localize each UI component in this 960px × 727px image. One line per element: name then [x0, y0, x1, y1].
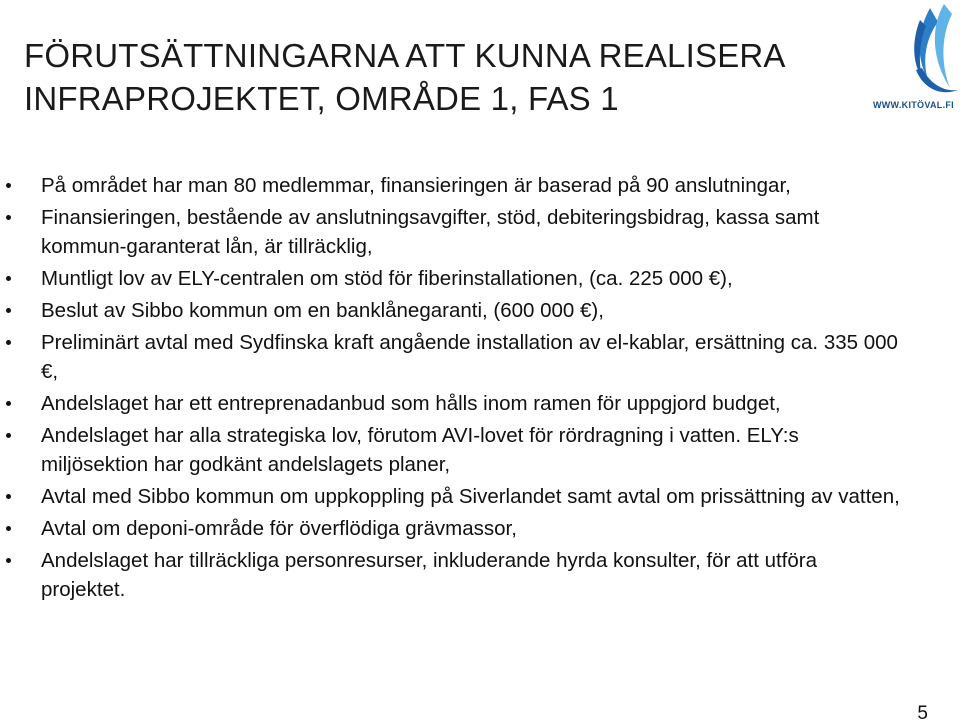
list-item [0, 421, 900, 479]
bullet-list [0, 171, 900, 607]
list-item-text: Preliminärt avtal med Sydfinska kraft angående installation av el-kablar, ersättning ca. 335 000 €, [41, 331, 898, 383]
logo-url-text: WWW.KITÖVAL.FI [872, 100, 954, 110]
slide-title [24, 34, 864, 120]
page-number: 5 [917, 703, 928, 724]
list-item-text: Avtal med Sibbo kommun om uppkoppling på Siverlandet samt avtal om prissättning av vatten, [41, 485, 900, 508]
list-item [0, 514, 900, 543]
list-item-text: Andelslaget har tillräckliga personresurser, inkluderande hyrda konsulter, för att utföra projektet. [41, 549, 818, 601]
list-item [0, 546, 900, 604]
bullet-icon [6, 308, 11, 313]
bullet-icon [6, 558, 11, 563]
list-item [0, 389, 900, 418]
list-item [0, 328, 900, 386]
kitoval-logo [860, 0, 960, 120]
bullet-icon [6, 433, 11, 438]
bullet-icon [6, 183, 11, 188]
bullet-icon [6, 401, 11, 406]
list-item-text: På området har man 80 medlemmar, finansieringen är baserad på 90 anslutningar, [41, 174, 791, 197]
title-line-1: FÖRUTSÄTTNINGARNA ATT KUNNA REALISERA [24, 37, 786, 74]
list-item-text: Andelslaget har ett entreprenadanbud som hålls inom ramen för uppgjord budget, [41, 392, 781, 415]
list-item [0, 203, 900, 261]
list-item-text: Andelslaget har alla strategiska lov, förutom AVI-lovet för rördragning i vatten. ELY:s miljösektion har godkänt andelslagets planer, [41, 424, 799, 476]
list-item-text: Avtal om deponi-område för överflödiga grävmassor, [41, 517, 517, 540]
bullet-icon [6, 494, 11, 499]
list-item [0, 296, 900, 325]
list-item [0, 482, 900, 511]
bullet-icon [6, 526, 11, 531]
list-item-text: Muntligt lov av ELY-centralen om stöd för fiberinstallationen, (ca. 225 000 €), [41, 267, 733, 290]
title-line-2: INFRAPROJEKTET, OMRÅDE 1, FAS 1 [24, 80, 619, 117]
list-item-text: Finansieringen, bestående av anslutningsavgifter, stöd, debiteringsbidrag, kassa samt kommun-garanterat lån, är tillräcklig, [41, 206, 820, 258]
list-item [0, 171, 900, 200]
bullet-icon [6, 276, 11, 281]
bullet-icon [6, 215, 11, 220]
list-item-text: Beslut av Sibbo kommun om en banklånegaranti, (600 000 €), [41, 299, 604, 322]
list-item [0, 264, 900, 293]
bullet-icon [6, 340, 11, 345]
